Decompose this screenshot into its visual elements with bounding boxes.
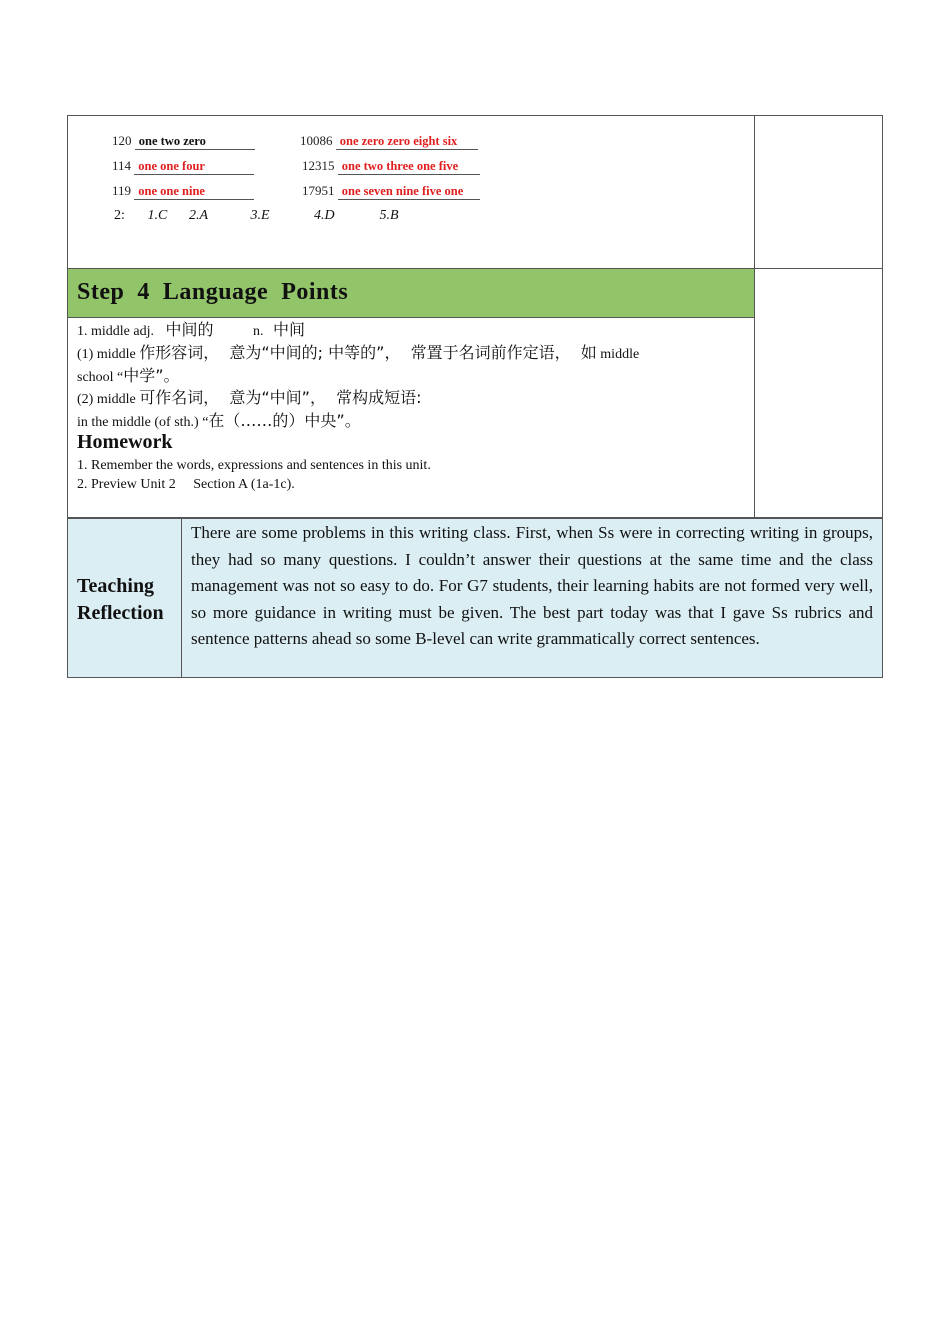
reflection-label-line: Reflection	[77, 602, 164, 624]
reflection-label-line: Teaching	[77, 575, 155, 597]
lp-text: in the middle (of sth.) “	[77, 415, 209, 430]
homework-title: Homework	[77, 431, 173, 453]
exercise2-answer: 5.B	[379, 208, 399, 223]
answer-blank: one one nine	[134, 184, 254, 200]
answer-blank: one two zero	[135, 134, 255, 150]
language-point-line	[77, 412, 361, 432]
answer-blank: one one four	[134, 159, 254, 175]
number-label: 119	[112, 183, 132, 198]
number-label: 10086	[300, 133, 333, 148]
reflection-table	[67, 518, 883, 678]
answer-blank: one seven nine five one	[338, 184, 480, 200]
lesson-table	[67, 115, 883, 518]
exercise2-answer: 1.C	[147, 208, 168, 223]
lp-text: 中间	[273, 320, 306, 339]
lp-text: 在（……的）中央”。	[208, 411, 361, 430]
answer-row	[112, 183, 254, 200]
answer-row	[300, 133, 478, 150]
lp-text: school “	[77, 370, 124, 385]
lp-text: 作形容词， 意为“中间的; 中等的”， 常置于名词前作定语， 如	[139, 343, 597, 362]
reflection-text: There are some problems in this writing class. First, when Ss were in correcting writing in groups, they had so many questions. I couldn’t answer their questions at the same time and the class management was not so easy to do. For G7 students, their learning habits are not formed very well, so more guidance in writing must be given. The best part today was that I gave Ss rubrics and sentence patterns ahead so some B-level can write grammatically correct sentences.	[191, 523, 873, 648]
answer-row	[302, 183, 480, 200]
exercise2-label: 2:	[114, 208, 125, 223]
number-label: 114	[112, 158, 132, 173]
lp-text: middle	[600, 347, 640, 362]
homework-item: 1. Remember the words, expressions and sentences in this unit.	[77, 458, 431, 473]
exercise2-answer: 4.D	[314, 208, 335, 223]
row-divider	[67, 317, 755, 318]
number-label: 17951	[302, 183, 335, 198]
step4-header	[68, 269, 754, 317]
answer-blank: one zero zero eight six	[336, 134, 478, 150]
step4-title: Step 4 Language Points	[77, 279, 349, 305]
number-label: 12315	[302, 158, 335, 173]
number-label: 120	[112, 133, 132, 148]
homework-item: 2. Preview Unit 2 Section A (1a-1c).	[77, 477, 295, 492]
lp-text: 中学”。	[123, 366, 180, 385]
language-point-line	[77, 344, 639, 364]
answer-row	[112, 158, 254, 175]
lp-text: 中间的	[165, 320, 214, 339]
column-divider	[181, 518, 182, 678]
answer-row	[112, 133, 255, 150]
lp-text: n.	[253, 324, 264, 339]
lp-text: (1) middle	[77, 347, 136, 362]
lp-text: 可作名词， 意为“中间”， 常构成短语:	[139, 388, 422, 407]
language-point-line	[77, 321, 305, 341]
reflection-label	[77, 573, 164, 627]
answer-blank: one two three one five	[338, 159, 480, 175]
lp-text: (2) middle	[77, 392, 136, 407]
answer-row	[302, 158, 480, 175]
language-point-line	[77, 389, 422, 409]
lp-text: 1. middle adj.	[77, 324, 154, 339]
exercise2-answer: 2.A	[189, 208, 209, 223]
exercise2-answers	[114, 208, 399, 224]
language-point-line	[77, 367, 180, 387]
exercise2-answer: 3.E	[250, 208, 270, 223]
